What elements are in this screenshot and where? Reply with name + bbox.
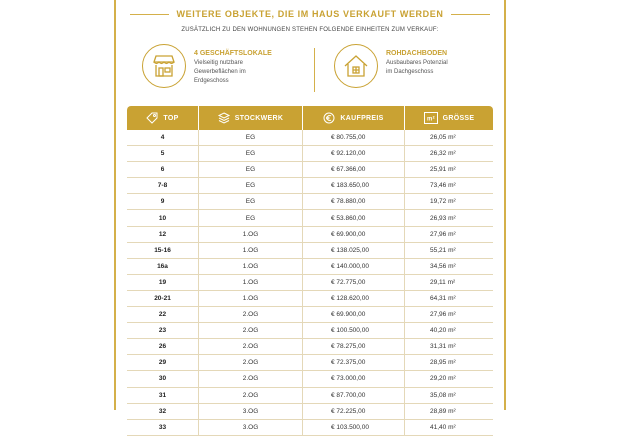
cell-groesse: 25,91 m² <box>430 166 456 174</box>
cell-groesse: 26,93 m² <box>430 214 456 222</box>
cell-stockwerk: 1.OG <box>199 275 303 290</box>
cell-top: 15-16 <box>127 243 199 258</box>
page-border-left <box>114 0 116 410</box>
cell-groesse: 19,72 m² <box>430 198 456 206</box>
cell-groesse: 27,96 m² <box>430 230 456 238</box>
units-divider <box>314 48 315 92</box>
units-section <box>142 44 482 102</box>
cell-stockwerk: 1.OG <box>199 243 303 258</box>
cell-stockwerk: 2.OG <box>199 371 303 386</box>
table-header <box>127 106 493 130</box>
cell-top: 19 <box>127 275 199 290</box>
cell-top: 9 <box>127 194 199 209</box>
table-row <box>127 371 493 387</box>
heading-rule-right <box>451 14 490 15</box>
cell-top: 4 <box>127 130 199 145</box>
column-header-groesse: m² GRÖSSE <box>405 106 493 130</box>
cell-top: 6 <box>127 162 199 177</box>
cell-kaufpreis: € 72.375,00 <box>303 355 405 370</box>
table-row <box>127 307 493 323</box>
table-row <box>127 259 493 275</box>
page-border-right <box>504 0 506 410</box>
cell-stockwerk: EG <box>199 130 303 145</box>
cell-stockwerk: 2.OG <box>199 388 303 403</box>
column-header-top: TOP <box>127 106 199 130</box>
cell-top: 16a <box>127 259 199 274</box>
table-row <box>127 210 493 226</box>
cell-top: 33 <box>127 420 199 435</box>
column-header-kaufpreis: KAUFPREIS <box>303 106 405 130</box>
cell-stockwerk: 3.OG <box>199 420 303 435</box>
svg-text:m²: m² <box>426 116 435 123</box>
table-row <box>127 194 493 210</box>
cell-top: 7-8 <box>127 178 199 193</box>
cell-stockwerk: 1.OG <box>199 259 303 274</box>
area-m2-icon <box>424 112 438 124</box>
cell-stockwerk: 2.OG <box>199 323 303 338</box>
cell-kaufpreis: € 69.900,00 <box>303 307 405 322</box>
cell-kaufpreis: € 128.620,00 <box>303 291 405 306</box>
cell-groesse: 26,32 m² <box>430 150 456 158</box>
heading-row <box>130 7 490 21</box>
cell-groesse: 31,31 m² <box>430 343 456 351</box>
cell-top: 26 <box>127 339 199 354</box>
cell-stockwerk: 1.OG <box>199 227 303 242</box>
unit-attic <box>334 44 448 88</box>
table-row <box>127 130 493 146</box>
cell-groesse: 28,95 m² <box>430 359 456 367</box>
cell-groesse: 28,89 m² <box>430 407 456 415</box>
table-row <box>127 339 493 355</box>
cell-kaufpreis: € 80.755,00 <box>303 130 405 145</box>
cell-stockwerk: 3.OG <box>199 404 303 419</box>
cell-kaufpreis: € 78.275,00 <box>303 339 405 354</box>
table-body <box>127 130 493 436</box>
cell-groesse: 40,20 m² <box>430 327 456 335</box>
unit-title: 4 GESCHÄFTSLOKALE <box>194 50 272 57</box>
cell-groesse: 55,21 m² <box>430 246 456 254</box>
table-row <box>127 243 493 259</box>
units-table <box>127 106 493 436</box>
cell-kaufpreis: € 100.500,00 <box>303 323 405 338</box>
cell-groesse: 26,05 m² <box>430 134 456 142</box>
cell-top: 29 <box>127 355 199 370</box>
table-row <box>127 355 493 371</box>
cell-kaufpreis: € 53.860,00 <box>303 210 405 225</box>
cell-kaufpreis: € 183.650,00 <box>303 178 405 193</box>
cell-kaufpreis: € 87.700,00 <box>303 388 405 403</box>
cell-top: 20-21 <box>127 291 199 306</box>
cell-kaufpreis: € 78.880,00 <box>303 194 405 209</box>
cell-stockwerk: EG <box>199 162 303 177</box>
cell-kaufpreis: € 72.225,00 <box>303 404 405 419</box>
cell-stockwerk: EG <box>199 194 303 209</box>
table-row <box>127 420 493 436</box>
tag-icon <box>146 112 158 124</box>
table-row <box>127 275 493 291</box>
table-row <box>127 227 493 243</box>
cell-stockwerk: 2.OG <box>199 339 303 354</box>
cell-kaufpreis: € 73.000,00 <box>303 371 405 386</box>
cell-stockwerk: 2.OG <box>199 307 303 322</box>
cell-stockwerk: EG <box>199 146 303 161</box>
page-subtitle: ZUSÄTZLICH ZU DEN WOHNUNGEN STEHEN FOLGENDE EINHEITEN ZUM VERKAUF: <box>181 27 439 33</box>
cell-top: 10 <box>127 210 199 225</box>
cell-kaufpreis: € 92.120,00 <box>303 146 405 161</box>
cell-groesse: 29,11 m² <box>430 278 456 286</box>
cell-groesse: 27,96 m² <box>430 311 456 319</box>
cell-top: 30 <box>127 371 199 386</box>
cell-groesse: 35,08 m² <box>430 391 456 399</box>
euro-coin-icon <box>323 112 335 124</box>
cell-top: 32 <box>127 404 199 419</box>
cell-stockwerk: EG <box>199 178 303 193</box>
page-title: WEITERE OBJEKTE, DIE IM HAUS VERKAUFT WERDEN <box>176 9 444 19</box>
column-header-stockwerk: STOCKWERK <box>199 106 303 130</box>
storefront-icon <box>142 44 186 88</box>
table-row <box>127 388 493 404</box>
table-row <box>127 291 493 307</box>
cell-top: 12 <box>127 227 199 242</box>
unit-description: Ausbaubares Potenzial im Dachgeschoss <box>386 60 448 75</box>
table-row <box>127 146 493 162</box>
table-row <box>127 404 493 420</box>
cell-groesse: 41,40 m² <box>430 423 456 431</box>
table-row <box>127 162 493 178</box>
table-row <box>127 323 493 339</box>
cell-groesse: 34,56 m² <box>430 262 456 270</box>
cell-kaufpreis: € 72.775,00 <box>303 275 405 290</box>
table-row <box>127 178 493 194</box>
cell-groesse: 29,20 m² <box>430 375 456 383</box>
unit-shops <box>142 44 272 88</box>
cell-top: 22 <box>127 307 199 322</box>
cell-stockwerk: 2.OG <box>199 355 303 370</box>
unit-title: ROHDACHBODEN <box>386 50 448 57</box>
cell-kaufpreis: € 138.025,00 <box>303 243 405 258</box>
house-icon <box>334 44 378 88</box>
cell-groesse: 64,31 m² <box>430 294 456 302</box>
heading-rule-left <box>130 14 169 15</box>
cell-kaufpreis: € 69.900,00 <box>303 227 405 242</box>
cell-groesse: 73,46 m² <box>430 182 456 190</box>
cell-stockwerk: EG <box>199 210 303 225</box>
cell-top: 31 <box>127 388 199 403</box>
cell-kaufpreis: € 103.500,00 <box>303 420 405 435</box>
cell-top: 5 <box>127 146 199 161</box>
cell-stockwerk: 1.OG <box>199 291 303 306</box>
layers-icon <box>218 112 230 124</box>
cell-kaufpreis: € 140.000,00 <box>303 259 405 274</box>
cell-top: 23 <box>127 323 199 338</box>
cell-kaufpreis: € 67.366,00 <box>303 162 405 177</box>
unit-description: Vielseitig nutzbare Gewerbeflächen im Erdgeschoss <box>194 60 246 84</box>
